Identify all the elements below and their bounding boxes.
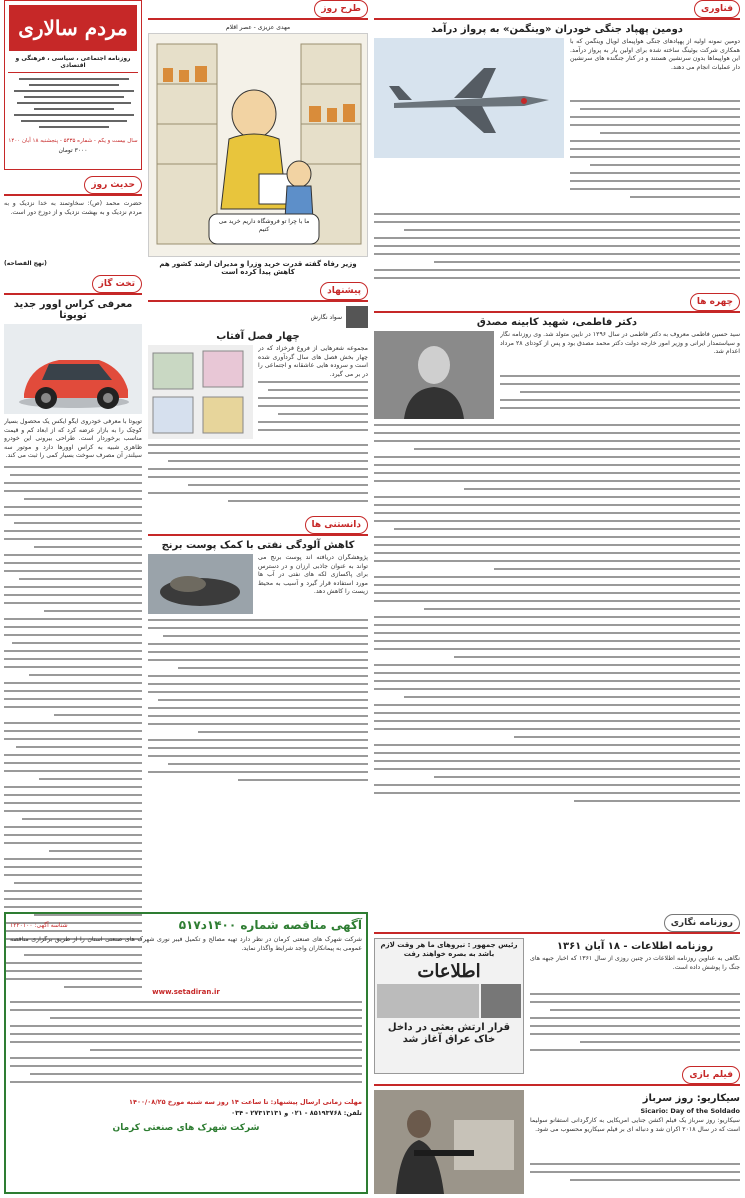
- ad-code: شناسه آگهی: ۱۲۲۰۱۰۰: [10, 921, 68, 929]
- science-section: [148, 516, 368, 785]
- film-original-title: Sicario: Day of the Soldado: [640, 1107, 740, 1115]
- tech-photo: [374, 38, 564, 158]
- science-body-lines: [148, 617, 368, 785]
- book-covers: [148, 345, 253, 439]
- faces-body-lines: [374, 422, 740, 814]
- ad-contact: تلفن: ۸۵۱۹۳۷۶۸ - ۰۲۱ و ۲۷۳۱۳۱۳۱ - ۰۳۴: [231, 1109, 362, 1117]
- car-photo: [4, 324, 142, 414]
- film-body-lines: [530, 1161, 740, 1191]
- masthead: [4, 0, 142, 170]
- science-photo: [148, 554, 253, 614]
- science-title: کاهش آلودگی نفتی با کمک پوست برنج: [161, 540, 355, 551]
- ad-deadline: مهلت زمانی ارسال پیشنهاد: تا ساعت ۱۴ روز سه شنبه مورخ ۱۴۰۰/۰۸/۲۵: [129, 1098, 362, 1106]
- science-tag: دانستنی ها: [305, 516, 368, 534]
- science-text: پژوهشگران دریافته اند پوست برنج می تواند به عنوان جاذبی ارزان و در دسترس برای پاکسازی لکه های نفتی در آب ها مورد استفاده قرار گیرد و آسیب به محیط زیست را کاهش دهد.: [258, 554, 368, 596]
- film-text: سیکاریو: روز سرباز یک فیلم اکشن جنایی آمریکایی به کارگردانی استفانو سولیما است که در سال ۲۰۱۸ اکران شد و دنباله ای بر فیلم سیکاریو محسوب می شود.: [530, 1117, 740, 1133]
- car-text: تویوتا با معرفی خودروی ایگو ایکس یک محصول بسیار کوچک را به بازار عرضه کرد که از ابعاد کم و قیمت مناسب برخوردار است. طراحی بیرونی این خودرو ظاهری شبیه به کراس اوورها دارد و موتور سه سیلندر آن مصرف سوخت بسیار کمی را ثبت می کند.: [4, 418, 142, 460]
- ad-signature: شرکت شهرک های صنعتی کرمان: [112, 1123, 260, 1133]
- tech-more-lines: [374, 211, 740, 289]
- hadith-source: (نهج الفصاحه): [4, 260, 47, 267]
- cartoon-caption: وزیر رفاه گفته قدرت خرید وزرا و مدیران ارشد کشور هم کاهش پیدا کرده است: [159, 260, 357, 276]
- archive-title: روزنامه اطلاعات - ۱۸ آبان ۱۳۶۱: [556, 941, 714, 952]
- archive-headline2: قرار ارتش بعثی در داخل خاک عراق آغاز شد: [387, 1022, 511, 1045]
- faces-text: سید حسین فاطمی معروف به دکتر فاطمی در سال ۱۲۹۶ در نایین متولد شد. وی روزنامه نگار و سیاستمدار ایرانی و وزیر امور خارجه دولت دکتر محمد مصدق بود و پس از کودتای ۲۸ مرداد اعدام شد.: [500, 331, 740, 356]
- archive-text: نگاهی به عناوین روزنامه اطلاعات در چنین روزی از سال ۱۳۶۱ که اخبار جبهه های جنگ را پوشش داده است.: [530, 955, 740, 971]
- faces-photo: [374, 331, 494, 419]
- book-more-lines: [148, 442, 368, 512]
- film-section: [374, 1066, 740, 1194]
- ad-title: آگهی مناقصه شماره ۱۴۰۰د۵۱۷: [178, 918, 362, 932]
- archive-body-lines: [530, 991, 740, 1061]
- date-line: سال بیست و یکم - شماره ۵۴۳۵ - پنجشنبه ۱۸ آبان ۱۴۰۰: [8, 138, 138, 144]
- archive-headline1: رئیس جمهور : نیروهای ما هر وقت لازم باشد به بصره خواهند رفت: [380, 941, 518, 958]
- masthead-subtitle: روزنامه اجتماعی ، سیاسی ، فرهنگی و اقتصادی: [15, 55, 131, 69]
- price: ۳۰۰۰ تومان: [58, 147, 88, 154]
- film-tag: فیلم بازی: [682, 1066, 740, 1084]
- book-text: مجموعه شعرهایی از فروغ فرخزاد که در چهار بخش فصل های سال گردآوری شده است و سروده هایی عاشقانه و اجتماعی را در بر می گیرد.: [258, 345, 368, 378]
- hadith-tag: حدیث روز: [84, 176, 142, 194]
- cartoon-tag: طرح روز: [314, 0, 368, 18]
- tech-body-lines: [570, 98, 740, 208]
- tech-section: [374, 0, 740, 289]
- archive-paper: [374, 938, 524, 1074]
- archive-paper-name: اطلاعات: [417, 961, 481, 982]
- cartoon-artist: مهدی عزیزی - عصر اقلام: [225, 24, 291, 31]
- hadith-text: حضرت محمد (ص): سخاوتمند به خدا نزدیک و به مردم نزدیک و به بهشت نزدیک و از دوزخ دور است.: [4, 200, 142, 216]
- car-tag: تخت گاز: [92, 275, 142, 293]
- ad-body: شرکت شهرک های صنعتی کرمان در نظر دارد تهیه مصالح و تکمیل فیبر نوری شهرک های صنعتی استان را از طریق برگزاری مناقصه عمومی به پیمانکاران واجد شرایط واگذار نماید.: [10, 936, 362, 952]
- book-title: چهار فصل آفتاب: [216, 331, 300, 342]
- masthead-info-lines: [9, 76, 139, 136]
- faces-tag: چهره ها: [690, 293, 740, 311]
- ad-website[interactable]: www.setadiran.ir: [152, 988, 220, 996]
- hadith-section: [4, 176, 142, 267]
- logo-text: مردم سالاری: [18, 16, 128, 40]
- tech-tag: فناوری: [694, 0, 740, 18]
- cartoon-bubble: ما با چرا تو فروشگاه داریم خرید می کنیم: [218, 218, 310, 233]
- masthead-logo: [9, 5, 137, 51]
- author-avatar: [346, 306, 368, 328]
- faces-section: [374, 293, 740, 814]
- tech-title: دومین پهپاد جنگی خودران «وینگمن» به پرواز درآمد: [431, 24, 683, 35]
- book-section: [148, 282, 368, 512]
- film-title: سیکاریو: روز سرباز: [642, 1093, 740, 1104]
- ad-body-lines: [10, 999, 362, 1095]
- faces-lines-a: [500, 373, 740, 417]
- tech-text: دومین نمونه اولیه از پهپادهای جنگی هواپیمای لویال وینگمن که با همکاری شرکت بوئینگ ساخته شده برای اولین بار به پرواز درآمد. این هواپیماها بدون سرنشین هستند و در کنار جنگنده های سرنشین دار عملیات انجام می دهند.: [570, 38, 740, 71]
- faces-title: دکتر فاطمی، شهید کابینه مصدق: [476, 317, 638, 328]
- cartoon-section: [148, 0, 368, 276]
- archive-tag: روزنامه نگاری: [664, 914, 740, 932]
- car-title: معرفی کراس اوور جدید تویوتا: [13, 299, 133, 321]
- film-photo: [374, 1090, 524, 1194]
- book-body-lines: [258, 379, 368, 439]
- archive-section: [374, 914, 740, 1074]
- book-author-line: سواد نگارش: [310, 313, 342, 321]
- cartoon-image: [148, 33, 368, 257]
- book-tag: پیشنهاد: [320, 282, 368, 300]
- ad-box: [4, 912, 368, 1194]
